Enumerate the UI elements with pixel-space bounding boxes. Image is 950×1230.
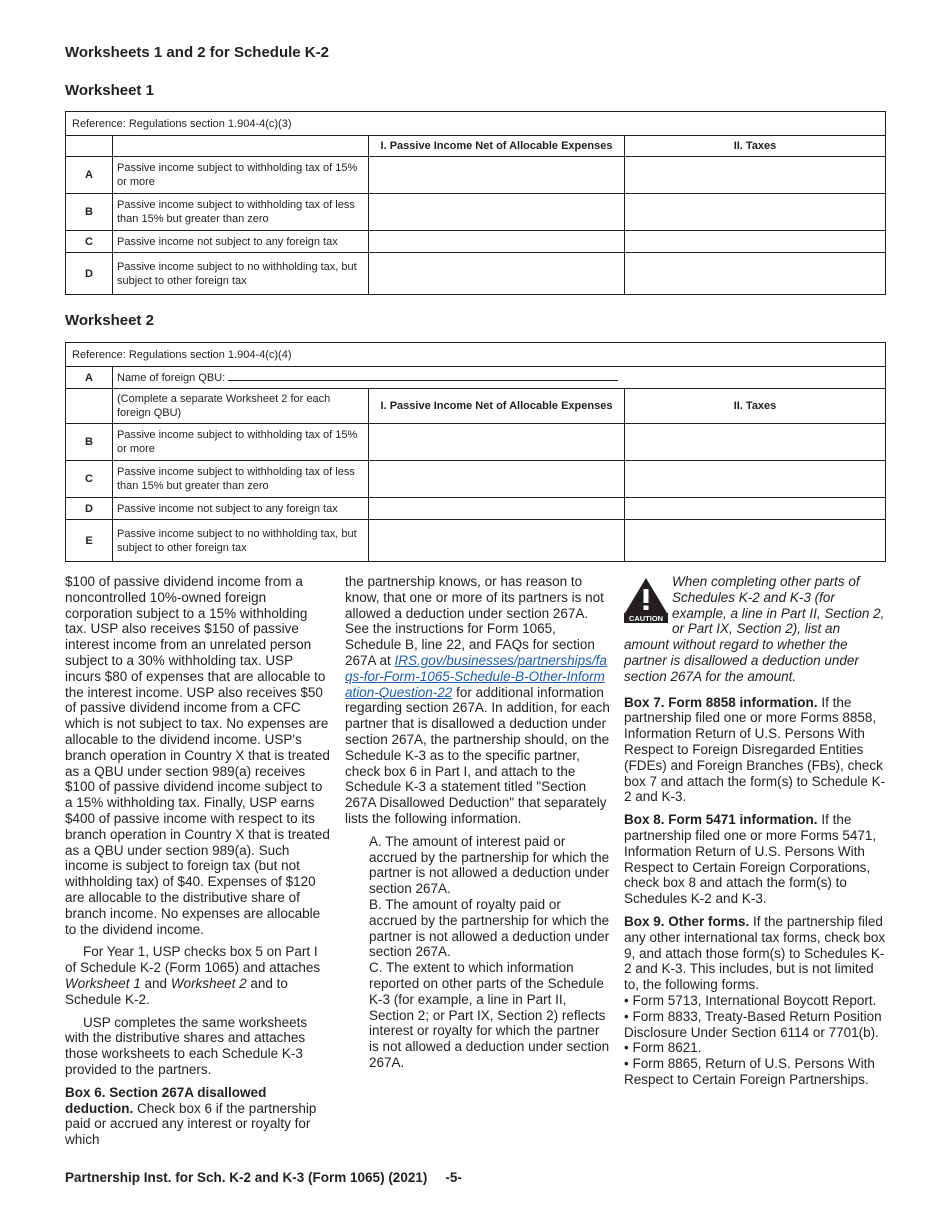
table-row [66, 424, 886, 461]
taxes-cell[interactable] [625, 231, 886, 253]
footer-title: Partnership Inst. for Sch. K-2 and K-3 (Form 1065) (2021) [65, 1170, 428, 1185]
section-267a-paragraph [345, 574, 610, 827]
row-description: Passive income subject to no withholding tax, but subject to other foreign tax [113, 520, 369, 562]
row-description: Passive income subject to no withholding tax, but subject to other foreign tax [113, 253, 369, 295]
row-letter: A [66, 367, 113, 389]
caution-text: When completing other parts of Schedules K-2 and K-3 (for example, a line in Part II, Section 2, or Part IX, Section 2), list an amount without regard to whether the partner is disallowed a deduction under section 267A for the amount. [624, 574, 885, 684]
column-header-taxes: II. Taxes [625, 136, 886, 157]
worksheet1-title: Worksheet 1 [65, 82, 154, 99]
box9-paragraph [624, 914, 886, 993]
page-title: Worksheets 1 and 2 for Schedule K-2 [65, 44, 329, 61]
table-row [66, 231, 886, 253]
header-blank-cell [66, 389, 113, 424]
worksheet2-ref: Worksheet 2 [170, 975, 247, 991]
box7-heading: Box 7. Form 8858 information. [624, 694, 818, 710]
taxes-cell[interactable] [625, 461, 886, 498]
row-letter: D [66, 498, 113, 520]
text-run: Form 8865, Return of U.S. Persons With Respect to Certain Foreign Partnerships. [624, 1056, 875, 1087]
row-letter: A [66, 157, 113, 194]
list-item: • Form 8833, Treaty-Based Return Position Disclosure Under Section 6114 or 7701(b). [624, 1008, 882, 1040]
text-run: for additional information regarding section 267A. In addition, for each partner that is disallowed a deduction under section 267A, the partnership should, on the Schedule K-3 as to the specific partner, check box 6 in Part I, and attach to the Schedule K-3 a statement titled "Section 267A Disallowed Deduction" that separately lists the following information. [345, 684, 610, 826]
text-run: Form 5713, International Boycott Report. [632, 992, 877, 1008]
caution-label: CAUTION [628, 614, 664, 623]
row-letter: C [66, 231, 113, 253]
text-run: Check box 6 if the partnership paid or accrued any interest or royalty for which [65, 1100, 317, 1148]
row-description: Passive income subject to withholding tax of less than 15% but greater than zero [113, 194, 369, 231]
worksheet2-table [65, 342, 886, 562]
row-letter: B [66, 424, 113, 461]
text-run: the partnership knows, or has reason to know, that one or more of its partners is not allowed a deduction under section 267A. See the instructions for Form 1065, Schedule B, line 22, and FAQs for section 267A at [345, 574, 604, 668]
qbu-name-input[interactable] [228, 370, 618, 381]
list-item: A. The amount of interest paid or accrued by the partnership for which the partner is not allowed a deduction under section 267A. [369, 833, 610, 897]
list-item: • Form 5713, International Boycott Report. [624, 992, 877, 1008]
box9-heading: Box 9. Other forms. [624, 913, 750, 929]
passive-income-cell[interactable] [369, 194, 625, 231]
qbu-name-label: Name of foreign QBU: [117, 372, 226, 384]
table-row [66, 157, 886, 194]
text-run: and [140, 975, 171, 991]
passive-income-cell[interactable] [369, 461, 625, 498]
row-description: Passive income not subject to any foreign tax [113, 498, 369, 520]
table-row [66, 461, 886, 498]
row-description: Passive income not subject to any foreign tax [113, 231, 369, 253]
table-row [66, 253, 886, 295]
taxes-cell[interactable] [625, 498, 886, 520]
page-number: -5- [445, 1170, 462, 1185]
caution-icon [624, 577, 668, 623]
worksheet2-reference: Reference: Regulations section 1.904-4(c)(4) [66, 343, 886, 367]
text-run: If the partnership filed one or more Forms 8858, Information Return of U.S. Persons With Respect to Foreign Disregarded Entities (FDEs) and Foreign Branches (FBs), check box 7 and attach the form(s) to Schedule K-2 and K-3. [624, 694, 886, 805]
box6-paragraph [65, 1085, 330, 1148]
header-blank-cell [113, 136, 369, 157]
taxes-cell[interactable] [625, 424, 886, 461]
box8-heading: Box 8. Form 5471 information. [624, 812, 818, 828]
worksheet-paragraph: USP completes the same worksheets with the distributive shares and attaches those worksheets to each Schedule K-3 provided to the partners. [65, 1014, 308, 1077]
row-description: Passive income subject to withholding tax of 15% or more [113, 424, 369, 461]
example-paragraph: $100 of passive dividend income from a noncontrolled 10%-owned foreign corporation subject to a 15% withholding tax. USP also receives $150 of passive interest income from an unrelated person subject to a 30% withholding tax. USP incurs $80 of expenses that are allocable to the interest income. USP also receives $50 of passive dividend income from a CFC which is not subject to tax. No expenses are allocable to the dividend income. USP's branch operation in Country X that is treated as a QBU under section 989(a) receives $100 of passive dividend income subject to a 15% withholding tax. Finally, USP earns $400 of passive income with respect to its branch operation in Country X that is treated as a QBU under section 989(a). Such income is subject to foreign tax (but not withholding tax) of $40. Expenses of $120 are allocable to the distributive share of branch income. No expenses are allocable to the dividend income. [65, 574, 330, 937]
taxes-cell[interactable] [625, 520, 886, 562]
box6-heading: Box 6. Section 267A disallowed deduction. [65, 1084, 267, 1116]
table-row [66, 520, 886, 562]
text-run: and to Schedule K-2. [65, 975, 288, 1007]
text-run: If the partnership filed any other international tax forms, check box 9, and attach those form(s) to Schedules K-2 and K-3. This includes, but is not limited to, the following forms. [624, 913, 886, 993]
passive-income-cell[interactable] [369, 498, 625, 520]
caution-paragraph [624, 574, 886, 685]
row-letter: B [66, 194, 113, 231]
list-item: B. The amount of royalty paid or accrued by the partnership for which the partner is not allowed a deduction under section 267A. [369, 896, 610, 960]
column-header-passive-income: I. Passive Income Net of Allocable Expenses [369, 136, 625, 157]
page-footer [65, 1170, 462, 1185]
worksheet1-ref: Worksheet 1 [65, 975, 141, 991]
row-letter: D [66, 253, 113, 295]
taxes-cell[interactable] [625, 194, 886, 231]
text-run: Form 8621. [632, 1040, 702, 1056]
passive-income-cell[interactable] [369, 157, 625, 194]
passive-income-cell[interactable] [369, 520, 625, 562]
row-description: Passive income subject to withholding tax of less than 15% but greater than zero [113, 461, 369, 498]
passive-income-cell[interactable] [369, 231, 625, 253]
list-item: • Form 8865, Return of U.S. Persons With Respect to Certain Foreign Partnerships. [624, 1056, 875, 1087]
row-letter: C [66, 461, 113, 498]
text-run: For Year 1, USP checks box 5 on Part I of Schedule K-2 (Form 1065) and attaches [65, 944, 321, 976]
list-item: C. The extent to which information reported on other parts of the Schedule K-3 (for example, a line in Part II, Section 2; or Part IX, Section 2) reflects interest or royalty for which the partner is not allowed a deduction under section 267A. [369, 960, 610, 1070]
worksheet1-table [65, 111, 886, 295]
passive-income-cell[interactable] [369, 253, 625, 295]
worksheet1-reference: Reference: Regulations section 1.904-4(c)(3) [66, 112, 886, 136]
row-letter: E [66, 520, 113, 562]
qbu-name-row [113, 367, 886, 389]
column-header-taxes: II. Taxes [625, 389, 886, 424]
header-blank-cell [66, 136, 113, 157]
box8-paragraph [624, 812, 886, 907]
table-row [66, 498, 886, 520]
text-column-3 [624, 574, 886, 1088]
worksheet2-title: Worksheet 2 [65, 312, 154, 329]
text-run: If the partnership filed one or more Forms 5471, Information Return of U.S. Persons With Respect to Certain Foreign Corporations, check box 8 and attach the form(s) to Schedules K-2 and K-3. [624, 812, 877, 907]
box7-paragraph [624, 695, 886, 806]
text-column-1 [65, 574, 330, 1155]
list-item: • Form 8621. [624, 1040, 702, 1056]
text-run: Form 8833, Treaty-Based Return Position Disclosure Under Section 6114 or 7701(b). [624, 1008, 882, 1040]
qbu-note: (Complete a separate Worksheet 2 for each foreign QBU) [113, 389, 369, 424]
taxes-cell[interactable] [625, 157, 886, 194]
year1-paragraph [65, 944, 330, 1007]
irs-faq-link[interactable]: IRS.gov/businesses/partnerships/faqs-for-Form-1065-Schedule-B-Other-Information-Question-22 [345, 652, 607, 700]
taxes-cell[interactable] [625, 253, 886, 295]
passive-income-cell[interactable] [369, 424, 625, 461]
row-description: Passive income subject to withholding tax of 15% or more [113, 157, 369, 194]
table-row [66, 194, 886, 231]
text-column-2 [345, 574, 610, 1071]
column-header-passive-income: I. Passive Income Net of Allocable Expenses [369, 389, 625, 424]
